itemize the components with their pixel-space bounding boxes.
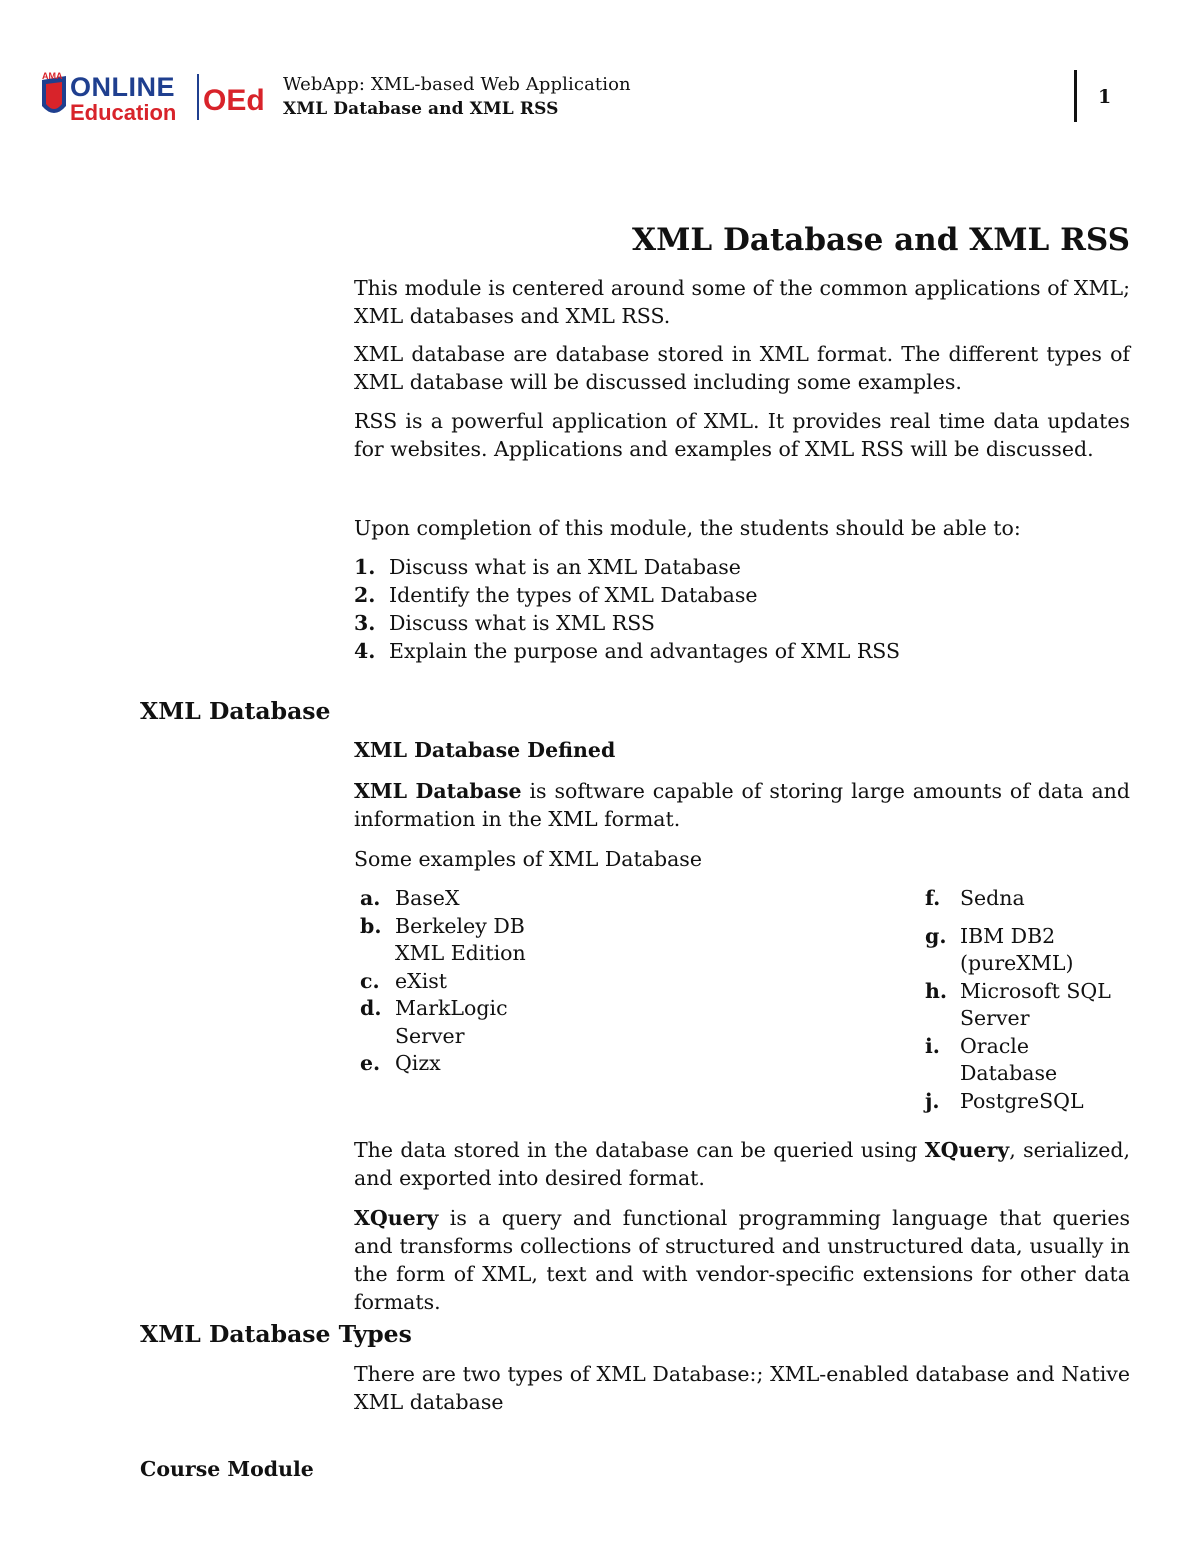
list-label: b. [360,913,382,938]
logo-online-text: ONLINE [70,72,176,102]
list-text: Sedna [960,886,1025,910]
query-term: XQuery [924,1138,1010,1162]
xquery-paragraph [354,1204,1130,1316]
list-text: PostgreSQL [960,1088,1084,1113]
list-text: IBM DB2 (pureXML) [960,923,1074,975]
list-text: Identify the types of XML Database [389,583,758,607]
section-heading-types: XML Database Types [140,1320,412,1348]
list-number: 2. [354,583,376,607]
list-label: g. [925,923,947,948]
list-text: Oracle Database [960,1033,1058,1085]
list-label: c. [360,968,380,993]
examples-list-left [360,885,570,1078]
logo-education-text: Education [70,100,177,125]
logo-oed-text: OEd [203,84,265,117]
list-text: MarkLogic Server [395,996,508,1048]
list-text: Qizx [395,1051,441,1075]
intro-paragraph-1: This module is centered around some of the common applications of XML; XML databases and XML RSS. [354,276,1130,328]
list-item [354,581,1130,609]
definition-text: is software capable of storing large amounts of data and information in the XML format. [354,779,1130,831]
list-item [360,885,570,913]
list-item [925,1088,1130,1116]
objectives-lead: Upon completion of this module, the students should be able to: [354,516,1021,540]
header-divider [1074,70,1077,122]
section-heading-xml-database: XML Database [140,697,331,725]
examples-lead: Some examples of XML Database [354,847,702,871]
list-text: Microsoft SQL Server [960,978,1111,1030]
types-paragraph: There are two types of XML Database:; XML-enabled database and Native XML database [354,1362,1130,1414]
objectives-list [354,553,1130,665]
list-number: 1. [354,555,376,579]
list-text: eXist [395,968,448,993]
xquery-text: is a query and functional programming language that queries and transforms collections of structured and unstructured data, usually in the form of XML, text and with vendor-specific extensions for other data formats. [354,1206,1130,1314]
list-item [925,978,1130,1033]
intro-paragraph-2: XML database are database stored in XML format. The different types of XML database will be discussed including some examples. [354,342,1130,394]
list-text: BaseX [395,886,460,910]
list-label: j. [925,1088,940,1113]
list-number: 3. [354,611,376,635]
list-item [925,885,1130,913]
list-item [360,913,570,968]
list-number: 4. [354,639,376,663]
list-item [354,637,1130,665]
examples-list-right [925,885,1130,1115]
footer-course-module: Course Module [140,1457,314,1481]
query-text-post: , serialized, and exported into desired format. [354,1138,1130,1190]
query-text-pre: The data stored in the database can be queried using [354,1138,925,1162]
list-label: f. [925,886,941,910]
header-module-title: XML Database and XML RSS [283,99,559,119]
list-item [354,553,1130,581]
list-text: Discuss what is XML RSS [389,611,655,635]
header-course-title: WebApp: XML-based Web Application [283,74,631,95]
definition-term: XML Database [354,779,522,803]
subheading-defined: XML Database Defined [354,738,616,762]
page-title: XML Database and XML RSS [632,222,1130,258]
definition-paragraph [354,777,1130,833]
query-paragraph [354,1136,1130,1192]
list-label: d. [360,996,382,1020]
ama-logo-text: AMA [42,71,63,81]
list-text: Discuss what is an XML Database [389,555,741,579]
list-item [360,1050,570,1078]
list-label: i. [925,1033,940,1058]
page-number: 1 [1098,86,1112,108]
list-label: h. [925,978,948,1003]
list-label: e. [360,1051,381,1075]
xquery-term: XQuery [354,1206,439,1230]
list-item [354,609,1130,637]
list-label: a. [360,886,381,910]
intro-paragraph-3: RSS is a powerful application of XML. It provides real time data updates for websites. Applications and examples of XML RSS will be discussed. [354,409,1130,461]
list-item [925,923,1130,978]
list-item [360,968,570,996]
list-item [925,1033,1130,1088]
list-text: Berkeley DB XML Edition [395,913,526,965]
list-text: Explain the purpose and advantages of XML RSS [389,639,901,663]
oed-logo [38,70,270,126]
list-item [360,995,570,1050]
